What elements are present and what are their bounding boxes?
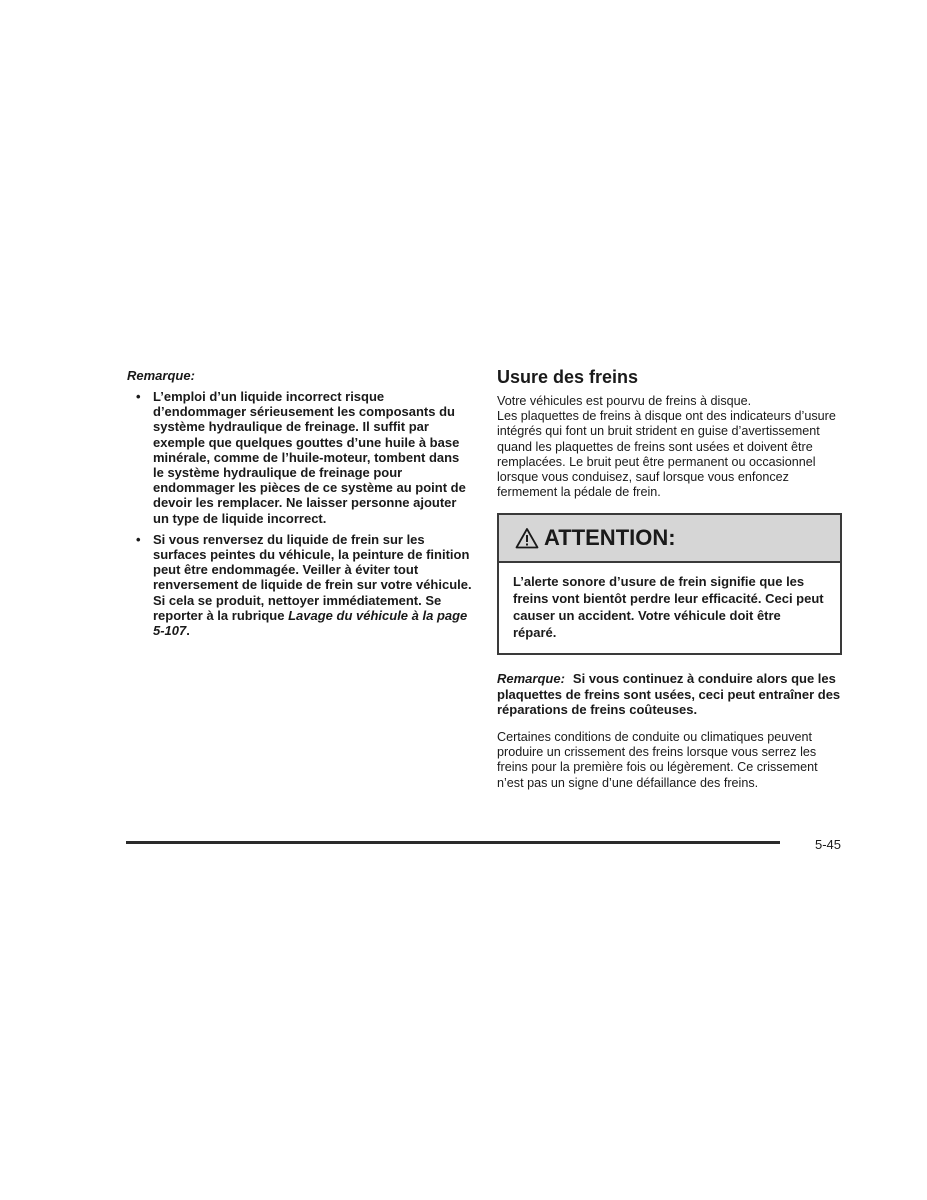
remark-label: Remarque: [497, 671, 565, 687]
bullet-suffix: . [186, 623, 190, 639]
intro-paragraph: Les plaquettes de freins à disque ont des indicateurs d’usure intégrés qui font un bruit strident en guise d’avertissement quand les plaquettes de freins sont usées et doivent être remplacées. Le bruit peut être permanent ou occasionnel lorsque vous conduisez, sauf lorsque vous enfoncez fermement la pédale de frein. [497, 409, 836, 500]
bullet-text: L’emploi d’un liquide incorrect risque d’endommager sérieusement les composants du système hydraulique de freinage. Il suffit par exemple que quelques gouttes d’une huile à base minérale, comme de l’huile-moteur, tombent dans le système hydraulique de freinage pour endommager les pièces de ce système au point de devoir les remplacer. Ne laisser personne ajouter un type de liquide incorrect. [153, 389, 466, 526]
attention-title: ATTENTION: [544, 525, 676, 551]
page-number: 5-45 [815, 837, 842, 852]
attention-box [497, 513, 842, 655]
bullet-mark: • [136, 389, 141, 404]
warning-triangle-icon [515, 527, 539, 549]
right-column [497, 366, 842, 791]
section-title: Usure des freins [497, 367, 639, 387]
bullet-mark: • [136, 531, 141, 547]
intro-line: Votre véhicules est pourvu de freins à disque. [497, 394, 752, 408]
attention-header [499, 515, 840, 563]
bullet-text: Si vous renversez du liquide de frein sur les surfaces peintes du véhicule, la peinture de finition peut être endommagée. Veiller à éviter tout renversement de liquide de frein sur votre véhicule. Si cela se produit, nettoyer immédiatement. Se reporter à la rubrique [153, 531, 472, 623]
remark-label: Remarque: [127, 368, 195, 383]
bullet-list [127, 389, 472, 638]
bullet-item [127, 389, 472, 526]
bullet-item [127, 532, 472, 638]
attention-body: L’alerte sonore d’usure de frein signifie que les freins vont bientôt perdre leur efficacité. Ceci peut causer un accident. Votre véhicule doit être réparé. [513, 574, 824, 641]
closing-paragraph: Certaines conditions de conduite ou climatiques peuvent produire un crissement des freins lorsque vous serrez les freins pour la première fois ou légèrement. Ce crissement n’est pas un signe d’une défaillance des freins. [497, 730, 818, 790]
remark-text: Si vous continuez à conduire alors que les plaquettes de freins sont usées, ceci peut entraîner des réparations de freins coûteuses. [497, 671, 841, 717]
left-column [127, 368, 472, 644]
cross-reference-link[interactable]: Lavage du véhicule à la page 5-107 [153, 607, 468, 639]
remark-paragraph [497, 671, 842, 717]
footer-rule [126, 841, 780, 844]
